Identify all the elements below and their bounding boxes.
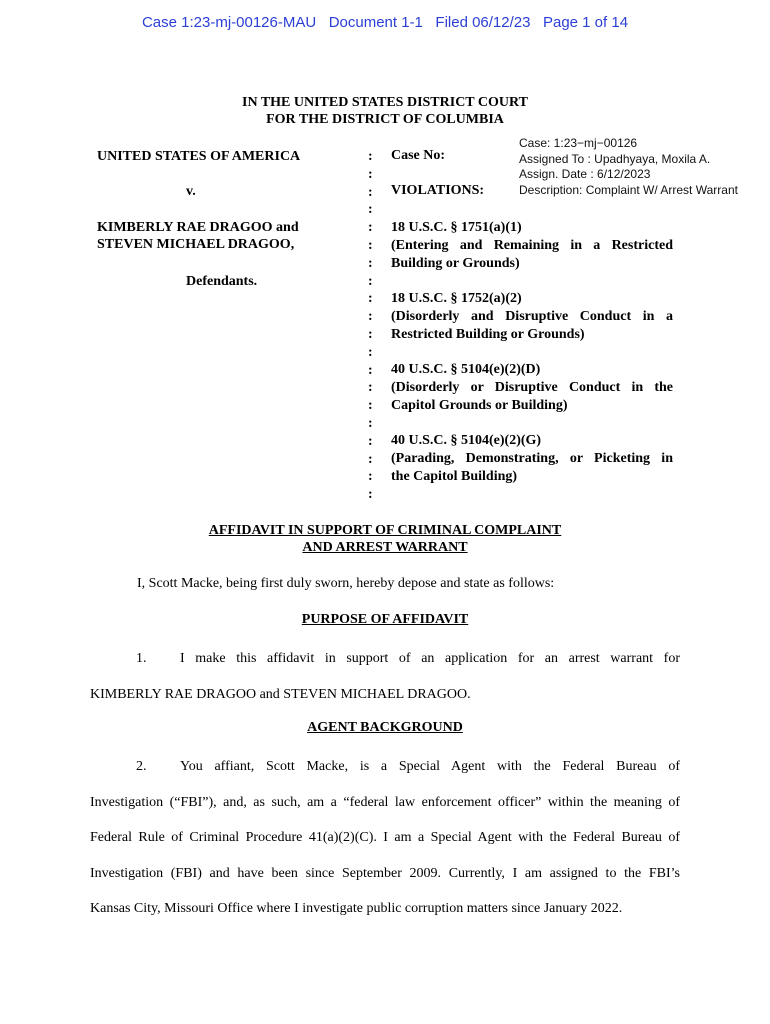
violation-4 xyxy=(391,432,673,485)
violation-desc-line: Capitol Grounds or Building) xyxy=(391,397,568,413)
paragraph-line: KIMBERLY RAE DRAGOO and STEVEN MICHAEL DRAGOO. xyxy=(90,686,471,702)
violation-desc-line: (Disorderly and Disruptive Conduct in a xyxy=(391,308,673,324)
case-assignment-stamp xyxy=(519,136,738,198)
paragraph-line: 1. I make this affidavit in support of an application for an arrest warrant for xyxy=(90,641,680,677)
stamp-description: Description: Complaint W/ Arrest Warrant xyxy=(519,182,738,197)
court-heading xyxy=(0,94,770,128)
violation-desc-line: (Entering and Remaining in a Restricted xyxy=(391,237,673,253)
paragraph-number: 2. xyxy=(136,759,147,774)
affidavit-title-line-2: AND ARREST WARRANT xyxy=(302,540,468,555)
court-line-1: IN THE UNITED STATES DISTRICT COURT xyxy=(242,95,528,110)
section-heading-purpose: PURPOSE OF AFFIDAVIT xyxy=(301,612,469,627)
ecf-header: Case 1:23-mj-00126-MAU Document 1-1 Filed 06/12/23 Page 1 of 14 xyxy=(141,14,629,31)
caption-colon-column: : : : : : : : : : : : : : : : : : : : : xyxy=(368,149,373,503)
court-line-2: FOR THE DISTRICT OF COLUMBIA xyxy=(266,112,504,127)
caption-defendant-1: KIMBERLY RAE DRAGOO and xyxy=(97,220,299,235)
violation-desc-line: (Disorderly or Disruptive Conduct in the xyxy=(391,379,673,395)
stamp-assigned: Assigned To : Upadhyaya, Moxila A. xyxy=(519,151,711,166)
paragraph-line: Investigation (FBI) and have been since September 2009. Currently, I am assigned to the FBI’s xyxy=(90,865,680,881)
paragraph-1 xyxy=(90,641,680,712)
section-heading-background: AGENT BACKGROUND xyxy=(307,720,463,735)
paragraph-line: Kansas City, Missouri Office where I investigate public corruption matters since January 2022. xyxy=(90,901,623,916)
paragraph-line: Investigation (“FBI”), and, as such, am a “federal law enforcement officer” within the meaning of xyxy=(90,794,680,810)
paragraph-2 xyxy=(90,749,680,927)
violation-code: 40 U.S.C. § 5104(e)(2)(D) xyxy=(391,362,541,377)
violation-desc-line: the Capitol Building) xyxy=(391,468,518,484)
caption-defendants xyxy=(97,219,299,253)
violation-1 xyxy=(391,219,673,272)
case-no-label: Case No: xyxy=(391,148,446,163)
caption-defendants-label: Defendants. xyxy=(186,274,258,289)
affidavit-title xyxy=(0,522,770,556)
affidavit-title-line-1: AFFIDAVIT IN SUPPORT OF CRIMINAL COMPLAINT xyxy=(208,523,562,538)
intro-paragraph: I, Scott Macke, being first duly sworn, hereby depose and state as follows: xyxy=(137,576,555,591)
violation-desc-line: (Parading, Demonstrating, or Picketing in xyxy=(391,450,673,466)
violation-code: 40 U.S.C. § 5104(e)(2)(G) xyxy=(391,433,542,448)
paragraph-line: 2. You affiant, Scott Macke, is a Special Agent with the Federal Bureau of xyxy=(90,749,680,785)
caption-defendant-2: STEVEN MICHAEL DRAGOO, xyxy=(97,237,295,252)
paragraph-line: Federal Rule of Criminal Procedure 41(a)(2)(C). I am a Special Agent with the Federal Bureau of xyxy=(90,830,680,845)
stamp-date: Assign. Date : 6/12/2023 xyxy=(519,167,651,181)
violation-desc-line: Building or Grounds) xyxy=(391,255,520,271)
paragraph-number: 1. xyxy=(136,651,147,666)
caption-plaintiff: UNITED STATES OF AMERICA xyxy=(97,149,301,164)
violation-desc-line: Restricted Building or Grounds) xyxy=(391,326,585,342)
violations-label: VIOLATIONS: xyxy=(391,183,485,198)
violation-code: 18 U.S.C. § 1751(a)(1) xyxy=(391,220,522,235)
violation-2 xyxy=(391,290,673,343)
caption-versus: v. xyxy=(186,184,196,199)
violation-3 xyxy=(391,361,673,414)
violation-code: 18 U.S.C. § 1752(a)(2) xyxy=(391,291,522,306)
stamp-case: Case: 1:23−mj−00126 xyxy=(519,136,638,150)
